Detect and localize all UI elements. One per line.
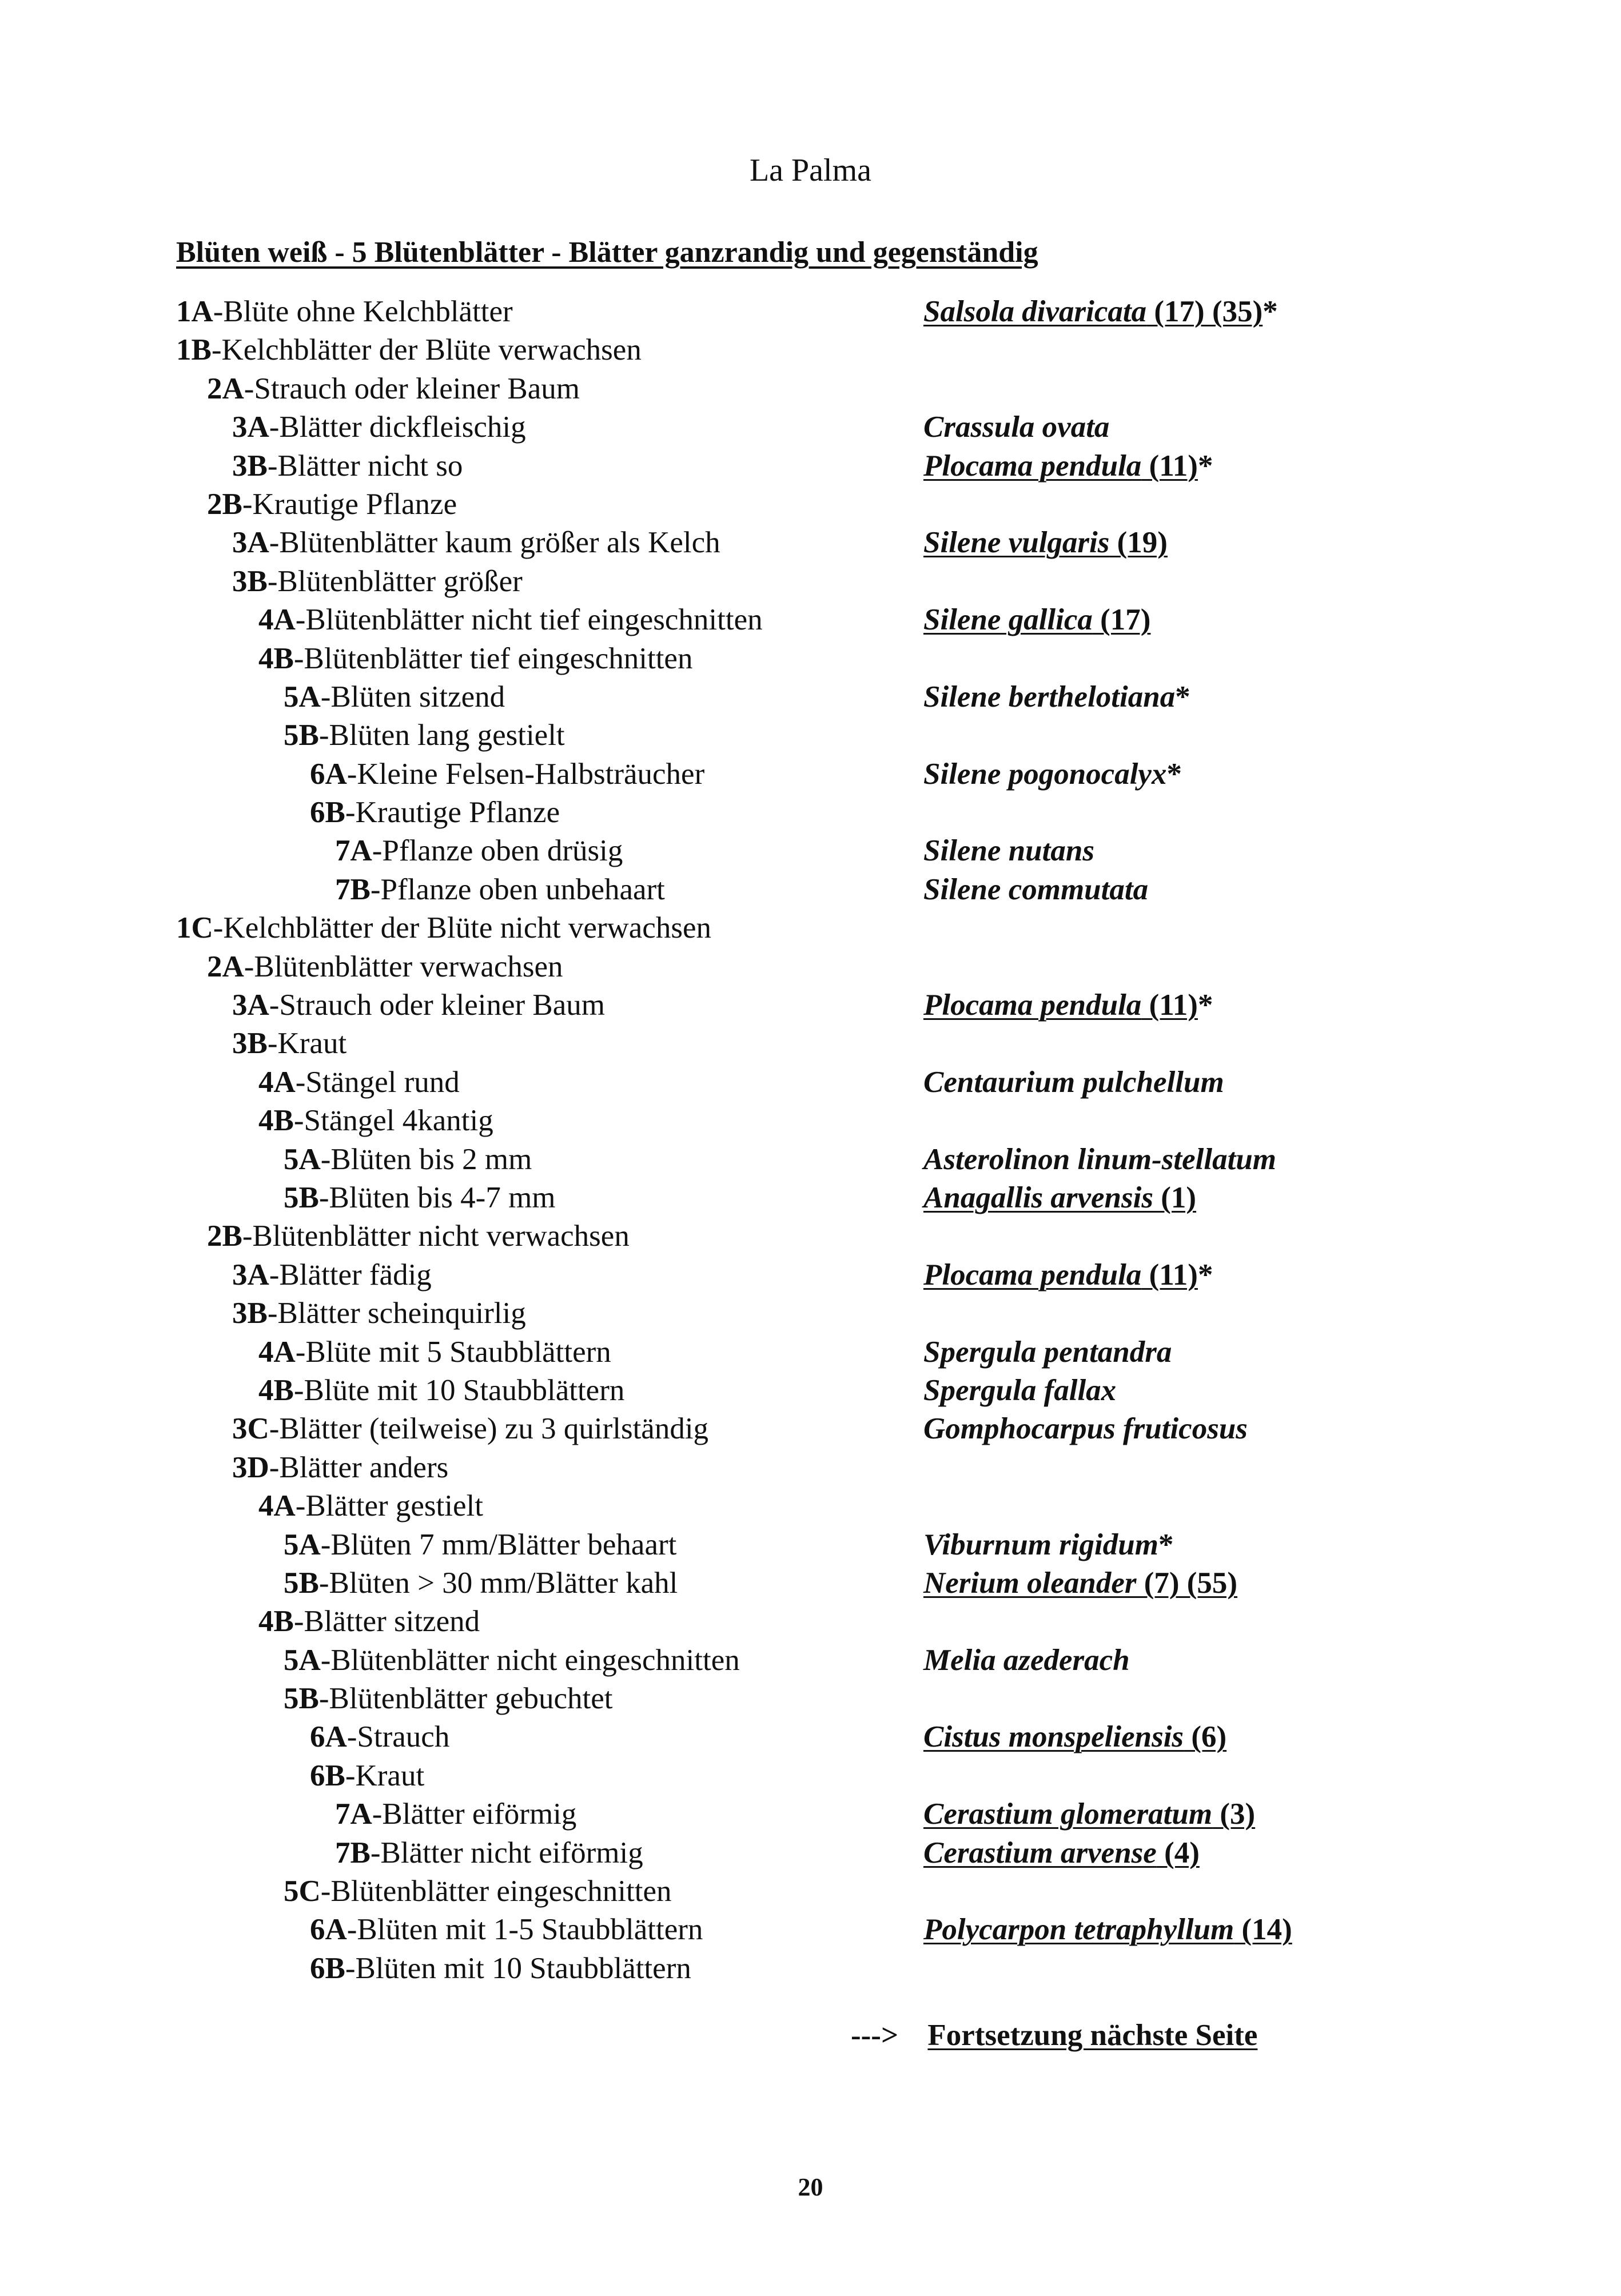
species-name: Plocama pendula bbox=[923, 449, 1142, 483]
key-code: 3B bbox=[232, 449, 268, 483]
species-result[interactable] bbox=[923, 601, 1150, 639]
key-row bbox=[0, 601, 1621, 639]
key-code: 3B bbox=[232, 1027, 268, 1061]
key-code: 7B bbox=[335, 872, 371, 906]
species-name: Silene commutata bbox=[923, 872, 1149, 906]
species-reference: (19) bbox=[1109, 526, 1168, 560]
key-description: -Blütenblätter nicht eingeschnitten bbox=[320, 1643, 740, 1677]
key-code: 5B bbox=[284, 719, 319, 752]
key-row bbox=[0, 678, 1621, 716]
key-row bbox=[0, 1950, 1621, 1988]
endemic-star-icon: * bbox=[1197, 449, 1213, 483]
key-description: -Blätter fädig bbox=[269, 1258, 432, 1292]
species-result[interactable] bbox=[923, 1795, 1255, 1833]
key-row bbox=[0, 408, 1621, 447]
species-name: Cerastium arvense bbox=[923, 1836, 1157, 1870]
key-description: -Blätter dickfleischig bbox=[269, 410, 526, 444]
key-couplet bbox=[258, 1102, 493, 1140]
key-description: -Blüten bis 4-7 mm bbox=[318, 1181, 556, 1214]
species-name: Plocama pendula bbox=[923, 988, 1142, 1022]
arrow-glyph: ---> bbox=[851, 2019, 899, 2052]
key-code: 6B bbox=[310, 1759, 345, 1792]
key-couplet bbox=[258, 640, 692, 678]
key-couplet bbox=[284, 1641, 740, 1680]
key-code: 5A bbox=[284, 1528, 321, 1561]
key-code: 5B bbox=[284, 1566, 319, 1600]
page-header-title: La Palma bbox=[749, 153, 872, 188]
key-description: -Blütenblätter eingeschnitten bbox=[320, 1875, 672, 1908]
species-reference: (11) bbox=[1141, 449, 1198, 483]
endemic-star-icon: * bbox=[1175, 680, 1190, 713]
key-code: 1B bbox=[176, 333, 212, 367]
key-description: -Blütenblätter tief eingeschnitten bbox=[293, 641, 693, 675]
species-name: Cistus monspeliensis bbox=[923, 1720, 1184, 1754]
key-description: -Blüten 7 mm/Blätter behaart bbox=[320, 1528, 677, 1561]
key-description: -Blätter anders bbox=[269, 1450, 449, 1484]
key-row bbox=[0, 1757, 1621, 1795]
key-description: -Blätter scheinquirlig bbox=[267, 1297, 526, 1330]
species-name: Silene nutans bbox=[923, 834, 1094, 868]
species-result bbox=[923, 1372, 1116, 1410]
key-couplet bbox=[335, 1834, 643, 1872]
key-row bbox=[0, 1487, 1621, 1525]
species-result[interactable] bbox=[923, 524, 1168, 562]
key-code: 6B bbox=[310, 1951, 345, 1985]
key-code: 3C bbox=[232, 1412, 269, 1446]
key-code: 7B bbox=[335, 1836, 371, 1870]
key-row bbox=[0, 1526, 1621, 1564]
key-code: 5A bbox=[284, 1643, 321, 1677]
key-description: -Blütenblätter nicht verwachsen bbox=[242, 1219, 630, 1253]
key-row bbox=[0, 871, 1621, 909]
key-description: -Blätter (teilweise) zu 3 quirlständig bbox=[269, 1412, 709, 1446]
key-row bbox=[0, 1795, 1621, 1833]
key-row bbox=[0, 1179, 1621, 1217]
key-couplet bbox=[284, 716, 565, 755]
key-description: -Blüte mit 5 Staubblättern bbox=[295, 1335, 611, 1369]
species-result bbox=[923, 1526, 1173, 1564]
key-description: -Pflanze oben drüsig bbox=[372, 834, 623, 868]
species-name: Crassula ovata bbox=[923, 410, 1110, 444]
key-description: -Blüten bis 2 mm bbox=[320, 1142, 532, 1176]
section-heading: Blüten weiß - 5 Blütenblätter - Blätter ganzrandig und gegenständig bbox=[176, 236, 1038, 269]
key-couplet bbox=[232, 447, 463, 485]
key-row bbox=[0, 1449, 1621, 1487]
key-row bbox=[0, 1333, 1621, 1372]
key-code: 5A bbox=[284, 1142, 321, 1176]
species-result bbox=[923, 832, 1094, 870]
key-description: -Blüte mit 10 Staubblättern bbox=[293, 1373, 625, 1407]
key-couplet bbox=[310, 1950, 691, 1988]
key-code: 4A bbox=[258, 603, 296, 637]
species-result[interactable] bbox=[923, 1834, 1200, 1872]
key-couplet bbox=[284, 1680, 612, 1718]
key-couplet bbox=[258, 1333, 611, 1372]
key-description: -Kelchblätter der Blüte nicht verwachsen bbox=[213, 911, 711, 945]
key-code: 3B bbox=[232, 1297, 268, 1330]
key-row bbox=[0, 1603, 1621, 1641]
key-code: 4B bbox=[258, 1605, 294, 1639]
key-couplet bbox=[232, 1256, 432, 1294]
key-description: -Blüte ohne Kelchblätter bbox=[213, 295, 513, 328]
species-name: Silene pogonocalyx bbox=[923, 757, 1167, 791]
endemic-star-icon: * bbox=[1197, 1258, 1213, 1292]
species-result[interactable] bbox=[923, 1256, 1213, 1294]
key-row bbox=[0, 794, 1621, 832]
endemic-star-icon: * bbox=[1262, 295, 1278, 328]
key-couplet bbox=[258, 601, 763, 639]
key-code: 3A bbox=[232, 526, 269, 560]
species-name: Salsola divaricata bbox=[923, 295, 1147, 328]
species-name: Polycarpon tetraphyllum bbox=[923, 1913, 1234, 1947]
key-code: 3B bbox=[232, 564, 268, 598]
key-code: 3A bbox=[232, 1258, 269, 1292]
key-description: -Kraut bbox=[267, 1027, 347, 1061]
key-row bbox=[0, 640, 1621, 678]
key-couplet bbox=[258, 1603, 480, 1641]
species-name: Spergula fallax bbox=[923, 1373, 1117, 1407]
endemic-star-icon: * bbox=[1166, 757, 1182, 791]
species-name: Asterolinon linum-stellatum bbox=[923, 1142, 1277, 1176]
key-row bbox=[0, 716, 1621, 755]
key-row bbox=[0, 293, 1621, 331]
key-row bbox=[0, 1217, 1621, 1255]
key-code: 1C bbox=[176, 911, 213, 945]
key-code: 4B bbox=[258, 641, 294, 675]
key-row bbox=[0, 1410, 1621, 1448]
key-code: 6A bbox=[310, 1720, 347, 1754]
key-code: 3A bbox=[232, 410, 269, 444]
key-row bbox=[0, 1102, 1621, 1140]
key-row bbox=[0, 1834, 1621, 1872]
species-result bbox=[923, 1333, 1172, 1372]
page-number: 20 bbox=[798, 2173, 823, 2201]
species-reference: (3) bbox=[1212, 1797, 1256, 1831]
key-description: -Krautige Pflanze bbox=[345, 796, 560, 830]
key-row bbox=[0, 1372, 1621, 1410]
species-result[interactable] bbox=[923, 986, 1213, 1025]
species-reference: (1) bbox=[1153, 1181, 1197, 1214]
species-name: Viburnum rigidum bbox=[923, 1528, 1158, 1561]
species-name: Silene gallica bbox=[923, 603, 1093, 637]
key-couplet bbox=[232, 1294, 526, 1333]
key-description: -Blütenblätter nicht tief eingeschnitten bbox=[295, 603, 763, 637]
key-couplet bbox=[284, 1526, 676, 1564]
key-couplet bbox=[176, 331, 642, 369]
key-row bbox=[0, 1680, 1621, 1718]
key-couplet bbox=[207, 1217, 630, 1255]
key-couplet bbox=[176, 909, 711, 947]
key-couplet bbox=[176, 293, 513, 331]
key-couplet bbox=[232, 986, 605, 1025]
species-reference: (17) bbox=[1092, 603, 1151, 637]
species-name: Silene vulgaris bbox=[923, 526, 1110, 560]
key-code: 4A bbox=[258, 1335, 296, 1369]
key-code: 5B bbox=[284, 1181, 319, 1214]
key-description: -Blüten mit 1-5 Staubblättern bbox=[346, 1913, 703, 1947]
key-code: 6A bbox=[310, 1913, 347, 1947]
key-couplet bbox=[207, 370, 580, 408]
key-couplet bbox=[258, 1372, 624, 1410]
species-result bbox=[923, 678, 1190, 716]
key-code: 2A bbox=[207, 950, 244, 983]
key-description: -Blätter nicht so bbox=[267, 449, 463, 483]
species-reference: (7) (55) bbox=[1136, 1566, 1238, 1600]
key-row bbox=[0, 948, 1621, 986]
key-description: -Blüten lang gestielt bbox=[318, 719, 565, 752]
key-description: -Blütenblätter größer bbox=[267, 564, 523, 598]
key-code: 5A bbox=[284, 680, 321, 713]
key-couplet bbox=[310, 1718, 449, 1756]
species-result[interactable] bbox=[923, 1564, 1237, 1603]
key-code: 2A bbox=[207, 372, 244, 405]
key-couplet bbox=[232, 408, 526, 447]
key-description: -Strauch bbox=[346, 1720, 450, 1754]
key-row bbox=[0, 563, 1621, 601]
key-row bbox=[0, 447, 1621, 485]
key-row bbox=[0, 986, 1621, 1025]
key-code: 6B bbox=[310, 796, 345, 830]
species-name: Melia azederach bbox=[923, 1643, 1130, 1677]
key-code: 6A bbox=[310, 757, 347, 791]
species-result bbox=[923, 755, 1182, 794]
key-couplet bbox=[232, 1449, 448, 1487]
key-description: -Krautige Pflanze bbox=[242, 487, 457, 521]
species-name: Silene berthelotiana bbox=[923, 680, 1176, 713]
species-result bbox=[923, 408, 1109, 447]
key-description: -Pflanze oben unbehaart bbox=[370, 872, 665, 906]
species-result[interactable] bbox=[923, 1911, 1292, 1949]
species-name: Nerium oleander bbox=[923, 1566, 1137, 1600]
key-description: -Blütenblätter verwachsen bbox=[244, 950, 563, 983]
species-name: Gomphocarpus fruticosus bbox=[923, 1412, 1248, 1446]
key-row bbox=[0, 524, 1621, 562]
key-code: 5C bbox=[284, 1875, 321, 1908]
key-row bbox=[0, 1063, 1621, 1102]
key-couplet bbox=[284, 1564, 678, 1603]
key-description: -Blätter nicht eiförmig bbox=[370, 1836, 643, 1870]
key-code: 4B bbox=[258, 1104, 294, 1138]
key-couplet bbox=[335, 1795, 576, 1833]
key-description: -Blüten mit 10 Staubblättern bbox=[345, 1951, 691, 1985]
key-description: -Blütenblätter gebuchtet bbox=[318, 1682, 613, 1716]
key-description: -Kleine Felsen-Halbsträucher bbox=[346, 757, 705, 791]
key-couplet bbox=[310, 1757, 424, 1795]
endemic-star-icon: * bbox=[1197, 988, 1213, 1022]
key-row bbox=[0, 1872, 1621, 1911]
key-row bbox=[0, 909, 1621, 947]
species-reference: (11) bbox=[1141, 988, 1198, 1022]
continue-note bbox=[851, 2018, 1257, 2052]
key-description: -Stängel 4kantig bbox=[293, 1104, 493, 1138]
key-description: -Kraut bbox=[345, 1759, 425, 1792]
species-result[interactable] bbox=[923, 293, 1278, 331]
key-code: 4B bbox=[258, 1373, 294, 1407]
key-row bbox=[0, 1641, 1621, 1680]
key-description: -Blätter sitzend bbox=[293, 1605, 480, 1639]
endemic-star-icon: * bbox=[1158, 1528, 1174, 1561]
key-row bbox=[0, 755, 1621, 794]
key-description: -Blätter gestielt bbox=[295, 1489, 483, 1523]
key-couplet bbox=[232, 1025, 346, 1063]
species-result bbox=[923, 1063, 1224, 1102]
key-couplet bbox=[284, 1179, 556, 1217]
key-couplet bbox=[310, 794, 560, 832]
species-reference: (4) bbox=[1156, 1836, 1200, 1870]
species-name: Cerastium glomeratum bbox=[923, 1797, 1213, 1831]
key-code: 7A bbox=[335, 834, 372, 868]
key-row bbox=[0, 1141, 1621, 1179]
key-code: 4A bbox=[258, 1065, 296, 1099]
species-reference: (11) bbox=[1141, 1258, 1198, 1292]
species-result bbox=[923, 1141, 1276, 1179]
key-couplet bbox=[207, 485, 457, 524]
key-couplet bbox=[284, 678, 505, 716]
key-description: -Blüten sitzend bbox=[320, 680, 505, 713]
key-description: -Strauch oder kleiner Baum bbox=[244, 372, 580, 405]
key-couplet bbox=[335, 832, 623, 870]
key-row bbox=[0, 1564, 1621, 1603]
key-row bbox=[0, 485, 1621, 524]
key-code: 7A bbox=[335, 1797, 372, 1831]
key-description: -Kelchblätter der Blüte verwachsen bbox=[211, 333, 642, 367]
species-result bbox=[923, 871, 1148, 909]
species-result[interactable] bbox=[923, 447, 1213, 485]
key-couplet bbox=[310, 755, 704, 794]
identification-key bbox=[0, 293, 1621, 1988]
key-row bbox=[0, 1294, 1621, 1333]
species-reference: (6) bbox=[1184, 1720, 1227, 1754]
key-code: 2B bbox=[207, 487, 242, 521]
key-couplet bbox=[284, 1141, 532, 1179]
key-row bbox=[0, 331, 1621, 369]
key-row bbox=[0, 1025, 1621, 1063]
key-code: 3A bbox=[232, 988, 269, 1022]
key-description: -Strauch oder kleiner Baum bbox=[269, 988, 605, 1022]
species-name: Plocama pendula bbox=[923, 1258, 1142, 1292]
species-result bbox=[923, 1641, 1130, 1680]
species-result[interactable] bbox=[923, 1718, 1226, 1756]
key-code: 1A bbox=[176, 295, 213, 328]
species-name: Spergula pentandra bbox=[923, 1335, 1172, 1369]
key-description: -Blätter eiförmig bbox=[372, 1797, 577, 1831]
species-result bbox=[923, 1410, 1248, 1448]
species-reference: (17) (35) bbox=[1146, 295, 1263, 328]
species-name: Anagallis arvensis bbox=[923, 1181, 1154, 1214]
species-reference: (14) bbox=[1234, 1913, 1292, 1947]
species-name: Centaurium pulchellum bbox=[923, 1065, 1224, 1099]
key-couplet bbox=[258, 1487, 483, 1525]
key-couplet bbox=[310, 1911, 703, 1949]
key-couplet bbox=[207, 948, 563, 986]
key-couplet bbox=[258, 1063, 460, 1102]
key-row bbox=[0, 1718, 1621, 1756]
key-couplet bbox=[232, 563, 523, 601]
key-couplet bbox=[232, 524, 720, 562]
key-code: 4A bbox=[258, 1489, 296, 1523]
key-description: -Blütenblätter kaum größer als Kelch bbox=[269, 526, 720, 560]
key-description: -Stängel rund bbox=[295, 1065, 460, 1099]
key-row bbox=[0, 370, 1621, 408]
key-couplet bbox=[335, 871, 665, 909]
key-couplet bbox=[284, 1872, 672, 1911]
key-description: -Blüten > 30 mm/Blätter kahl bbox=[318, 1566, 678, 1600]
key-code: 5B bbox=[284, 1682, 319, 1716]
key-code: 2B bbox=[207, 1219, 242, 1253]
key-code: 3D bbox=[232, 1450, 269, 1484]
species-result[interactable] bbox=[923, 1179, 1196, 1217]
key-row bbox=[0, 832, 1621, 870]
continue-link[interactable]: Fortsetzung nächste Seite bbox=[927, 2019, 1258, 2052]
key-couplet bbox=[232, 1410, 708, 1448]
key-row bbox=[0, 1256, 1621, 1294]
key-row bbox=[0, 1911, 1621, 1949]
